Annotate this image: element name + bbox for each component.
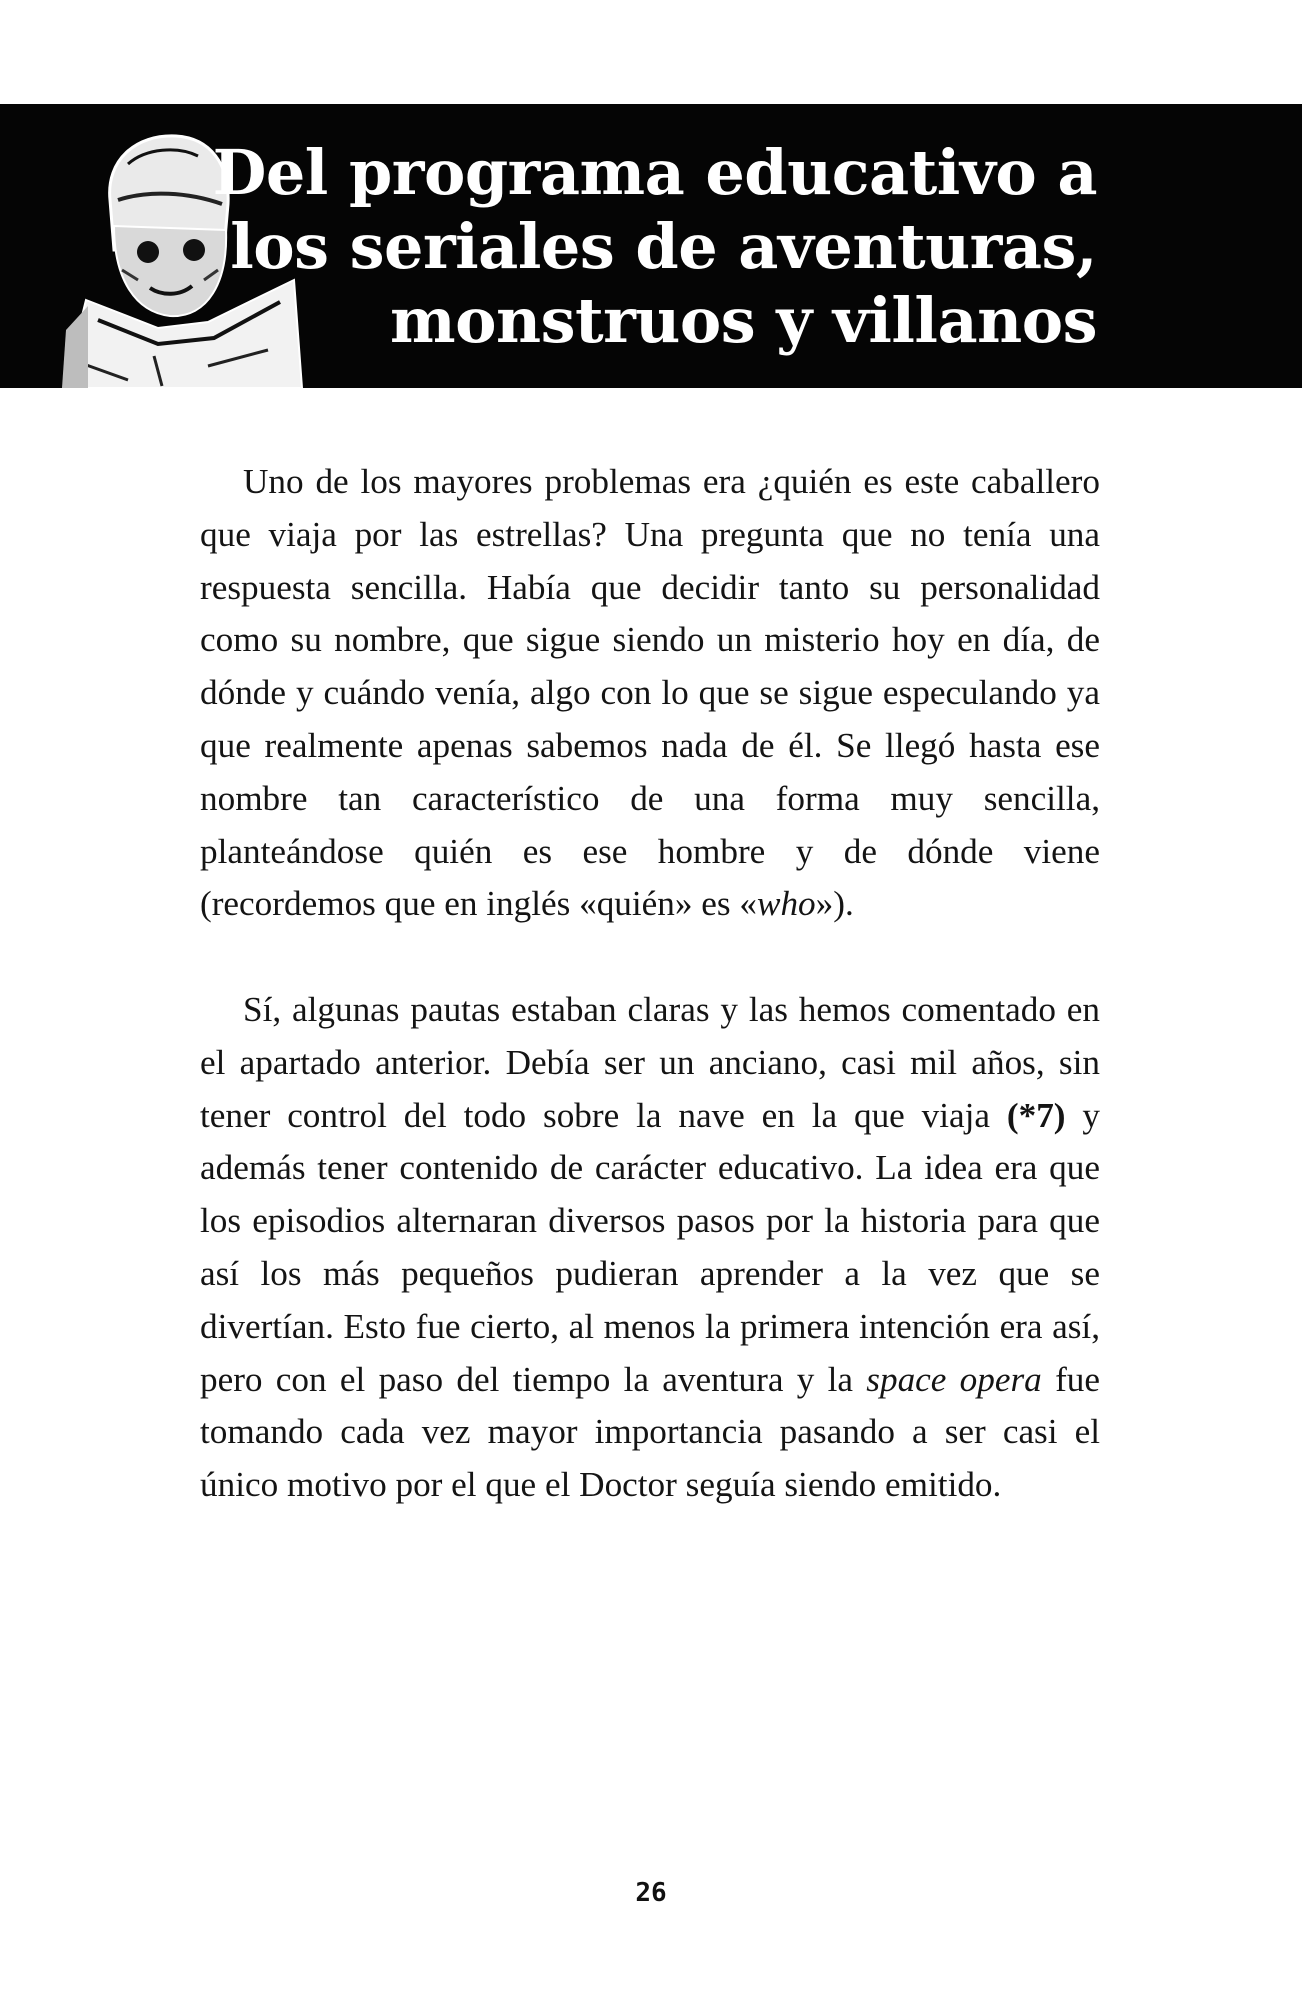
page-number: 26	[635, 1878, 667, 1908]
chapter-title-line-3: monstruos y villanos	[390, 284, 1097, 357]
paragraph-2-text-b: y además tener contenido de carácter educativo. La idea era que los episodios alternaran diversos pasos por la historia para que así los más pequeños pudieran aprender a la vez que se divertían. Esto fue cierto, al menos la primera intención era así, pero con el paso del tiempo la aventura y la	[200, 1095, 1100, 1399]
chapter-title-line-1: Del programa educativo a	[212, 136, 1097, 209]
paragraph-1-emphasis: who	[756, 884, 816, 924]
chapter-title	[213, 136, 1097, 358]
chapter-title-line-2: los seriales de aventuras,	[230, 210, 1097, 283]
paragraph-1-text-a: Uno de los mayores problemas era ¿quién es este caballero que viaja por las estrellas? Una pregunta que no tenía una respuesta sencilla. Había que decidir tanto su personalidad como su nombre, que sigue siendo un misterio hoy en día, de dónde y cuándo venía, algo con lo que se sigue especulando ya que realmente apenas sabemos nada de él. Se llegó hasta ese nombre tan característico de una forma muy sencilla, planteándose quién es ese hombre y de dónde viene (recordemos que en inglés «quién» es «	[200, 462, 1100, 924]
paragraph-2	[200, 984, 1100, 1512]
paragraph-2-emphasis: space opera	[866, 1359, 1042, 1399]
paragraph-2-text-a: Sí, algunas pautas estaban claras y las hemos comentado en el apartado anterior. Debía ser un anciano, casi mil años, sin tener control del todo sobre la nave en la que viaja	[200, 989, 1100, 1135]
paragraph-1	[200, 456, 1100, 931]
body-text	[200, 456, 1100, 1565]
paragraph-2-text-c: fue tomando cada vez mayor importancia pasando a ser casi el único motivo por el que el Doctor seguía siendo emitido.	[200, 1359, 1100, 1505]
footnote-reference: (*7)	[1006, 1095, 1066, 1135]
paragraph-1-text-b: »).	[815, 884, 854, 924]
